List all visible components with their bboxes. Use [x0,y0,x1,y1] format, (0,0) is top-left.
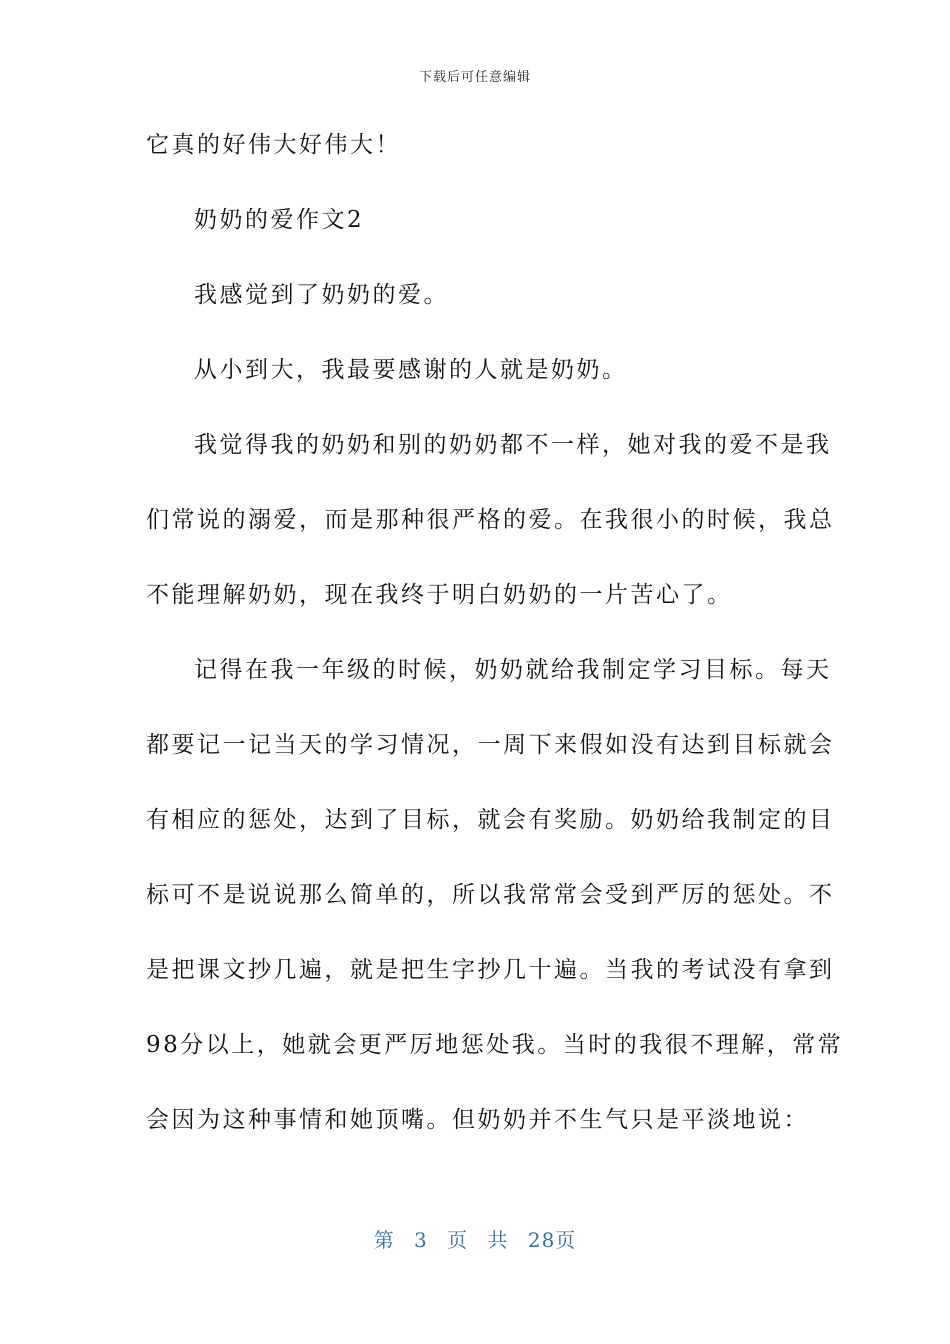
footer-di: 第 [373,1228,395,1252]
paragraph-line: 从小到大，我最要感谢的人就是奶奶。 [194,357,628,383]
page-footer [0,1224,950,1253]
paragraph-line: 不能理解奶奶，现在我终于明白奶奶的一片苦心了。 [146,582,733,608]
paragraph-line: 会因为这种事情和她顶嘴。但奶奶并不生气只是平淡地说： [146,1107,809,1133]
paragraph-line: 记得在我一年级的时候，奶奶就给我制定学习目标。每天 [194,657,832,683]
essay-title: 奶奶的爱作文2 [194,207,365,233]
paragraph-line: 们常说的溺爱，而是那种很严格的爱。在我很小的时候，我总 [146,507,835,533]
footer-total-pages: 28页 [527,1228,577,1252]
paragraph-line: 我感觉到了奶奶的爱。 [194,282,449,308]
paragraph-line: 我觉得我的奶奶和别的奶奶都不一样，她对我的爱不是我 [194,432,832,458]
paragraph-line: 是把课文抄几遍，就是把生字抄几十遍。当我的考试没有拿到 [146,957,835,983]
footer-gong: 共 [487,1228,509,1252]
header-note: 下载后可任意编辑 [418,70,531,85]
footer-page-number: 3 [414,1228,428,1252]
footer-ye: 页 [447,1228,469,1252]
paragraph-line: 它真的好伟大好伟大！ [146,132,401,158]
paragraph-line: 标可不是说说那么简单的，所以我常常会受到严厉的惩处。不 [146,882,835,908]
paragraph-line: 98分以上，她就会更严厉地惩处我。当时的我很不理解，常常 [146,1032,844,1058]
paragraph-line: 有相应的惩处，达到了目标，就会有奖励。奶奶给我制定的目 [146,807,835,833]
paragraph-line: 都要记一记当天的学习情况，一周下来假如没有达到目标就会 [146,732,835,758]
document-body [146,120,844,1170]
